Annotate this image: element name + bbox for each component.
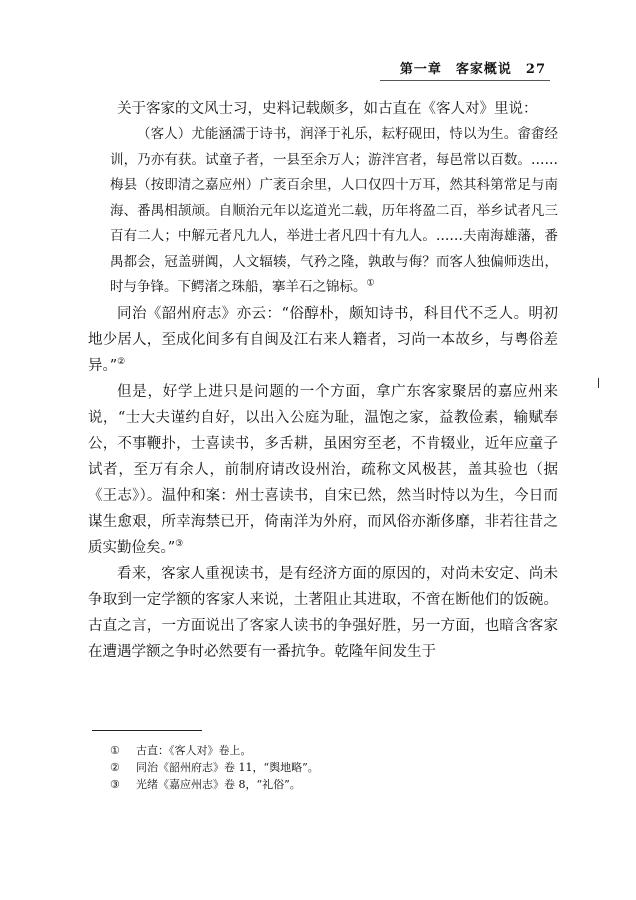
footnotes [110, 742, 530, 793]
main-text [88, 96, 558, 665]
footnote-text: 光绪《嘉应州志》卷 8，“礼俗”。 [136, 778, 301, 791]
paragraph-3 [88, 379, 558, 561]
margin-mark [598, 378, 599, 388]
footnote-mark: ① [110, 744, 120, 757]
chapter-label: 第一章 [399, 62, 442, 77]
footnote-item [110, 776, 530, 793]
section-title: 客家概说 [455, 62, 512, 77]
paragraph-2-text: 同治《韶州府志》亦云：“俗醇朴，颇知诗书，科目代不乏人。明初地少居人，至成化间多有自闽及江右来人籍者，习尚一本故乡，与粤俗差异。” [88, 305, 558, 374]
footnote-text: 同治《韶州府志》卷 11，“舆地略”。 [136, 761, 319, 774]
block-quote-text: （客人）尤能涵濡于诗书，润泽于礼乐，耘籽砚田，恃以为生。畲畬经训，乃亦有获。试童子者，一县至余万人；游泮宫者，每邑常以百数。……梅县（按即清之嘉应州）广袤百余里，人口仅四十万耳，然其科第常足与南海、番禺相颉颃。自顺治元年以迄道光二载，历年将盈二百，举乡试者凡三百有二人；中解元者凡九人，举进士者凡四十有九人。……夫南海雄藩，番禺都会，冠盖骈阗，人文辐辏，气矜之隆，孰敢与侮？而客人独偏师迭出，时与争锋。下鳄渚之珠船，搴羊石之锦标。 [110, 126, 558, 295]
footnote-item [110, 742, 530, 759]
footnote-mark: ② [110, 761, 120, 774]
footnote-mark: ③ [110, 778, 120, 791]
footnote-ref-2: ② [117, 356, 126, 367]
paragraph-3-text: 但是，好学上进只是问题的一个方面，拿广东客家聚居的嘉应州来说，“士大夫谨约自好，以出入公庭为耻，温饱之家，益教俭素，输赋奉公，不事鞭扑，士喜读书，多舌耕，虽困穷至老，不肯辍业，近年应童子试者，至万有余人，前制府请改设州治，疏称文风极甚，盖其验也（据《王志》）。温仲和案：州士喜读书，自宋已然，然当时恃以为生，今日而谋生愈艰，所幸海禁已开，倚南洋为外府，而风俗亦渐侈靡，非若往昔之质实勤俭矣。” [88, 383, 558, 556]
footnote-ref-3: ③ [175, 538, 184, 549]
page-number: 27 [525, 62, 546, 77]
running-head [400, 58, 546, 77]
block-quote [88, 122, 558, 301]
paragraph-4: 看来，客家人重视读书，是有经济方面的原因的，对尚未安定、尚未争取到一定学额的客家人来说，土著阻止其进取，不啻在断他们的饭碗。古直之言，一方面说出了客家人读书的争强好胜，另一方面，也暗含客家在遭遇学额之争时必然要有一番抗争。乾隆年间发生于 [88, 565, 558, 660]
paragraph-2 [88, 301, 558, 379]
footnote-ref-1: ① [366, 278, 375, 289]
footnote-item [110, 759, 530, 776]
header-rule [380, 80, 550, 81]
intro-paragraph: 关于客家的文风士习，史料记载颇多，如古直在《客人对》里说： [117, 101, 538, 117]
footnote-rule [92, 730, 202, 731]
footnote-text: 古直：《客人对》卷上。 [136, 744, 252, 757]
